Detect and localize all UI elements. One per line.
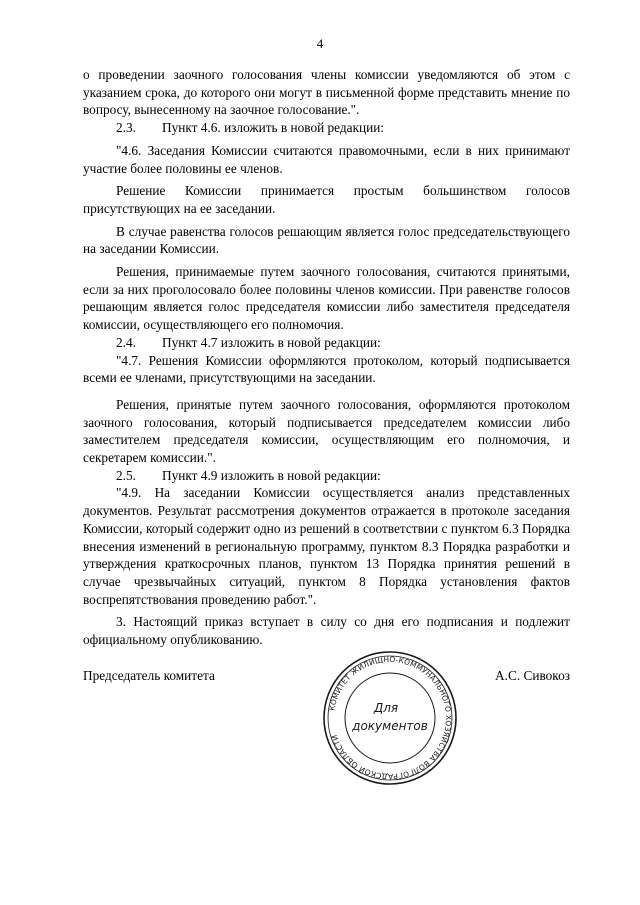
paragraph-decision: Решение Комиссии принимается простым большинством голосов присутствующих на ее заседании. [83, 183, 570, 216]
paragraph-4-9: "4.9. На заседании Комиссии осуществляется анализ представленных документов. Результат рассмотрения документов отражается в протоколе заседания Комиссии, который содержит одно из решений в соответствии с пунктом 6.3 Порядка внесения изменений в региональную программу, пунктом 8.3 Порядка разработки и утверждения краткосрочных планов, пунктом 13 Порядка принятия решений в случае чрезвычайных ситуаций, пунктом 8 Порядка установления фактов воспрепятствования проведению работ.". [83, 485, 570, 607]
item-word: Пункт [162, 334, 198, 350]
stamp-outer-ring [324, 652, 456, 784]
page-number: 4 [316, 36, 324, 51]
signer-name: А.С. Сивокоз [495, 668, 570, 683]
item-word: Пункт [162, 467, 198, 483]
stamp-ring-text: КОМИТЕТ ЖИЛИЩНО-КОММУНАЛЬНОГО ХОЗЯЙСТВА ВОЛГОГРАДСКОЙ ОБЛАСТИ [327, 654, 454, 782]
item-number: 2.5. [116, 467, 136, 483]
item-2-5 [83, 467, 570, 485]
item-word: Пункт [162, 120, 198, 136]
item-text: 4.9 изложить в новой редакции: [200, 467, 381, 483]
paragraph-4-6: "4.6. Заседания Комиссии считаются правомочными, если в них принимают участие более половины ее членов. [83, 142, 570, 176]
official-stamp-icon [320, 648, 460, 788]
stamp-center-line1: Для [373, 701, 399, 715]
signer-title: Председатель комитета [83, 668, 215, 683]
item-number: 2.3. [116, 120, 136, 136]
paragraph-protocol: Решения, принятые путем заочного голосования, оформляются протоколом заочного голосования, который подписывается председателем комиссии либо заместителем председателя комиссии, осуществляющим его полномочия, и секретарем комиссии.". [83, 396, 570, 466]
paragraph-effective: 3. Настоящий приказ вступает в силу со дня его подписания и подлежит официальному опубликованию. [83, 614, 570, 648]
stamp-center-line2: документов [352, 719, 428, 733]
item-text: 4.6. изложить в новой редакции: [200, 120, 385, 136]
item-2-4 [83, 334, 570, 352]
item-number: 2.4. [116, 334, 136, 350]
paragraph-4-7: "4.7. Решения Комиссии оформляются протоколом, который подписывается всеми ее членами, присутствующими на заседании. [83, 352, 570, 386]
document-body [83, 66, 570, 649]
paragraph-equal-votes: В случае равенства голосов решающим является голос председательствующего на заседании Комиссии. [83, 223, 570, 257]
paragraph-continuation: о проведении заочного голосования члены комиссии уведомляются об этом с указанием срока, до которого они могут в письменной форме представить мнение по вопросу, вынесенному на заочное голосование.". [83, 67, 570, 118]
item-text: 4.7 изложить в новой редакции: [200, 334, 381, 350]
stamp-center-ring [345, 673, 435, 763]
item-2-3 [83, 119, 570, 137]
paragraph-absentee-vote: Решения, принимаемые путем заочного голосования, считаются принятыми, если за них проголосовало более половины членов комиссии. При равенстве голосов решающим является голос председателя комиссии либо заместителя председателя комиссии, осуществляющего его полномочия. [83, 264, 570, 333]
